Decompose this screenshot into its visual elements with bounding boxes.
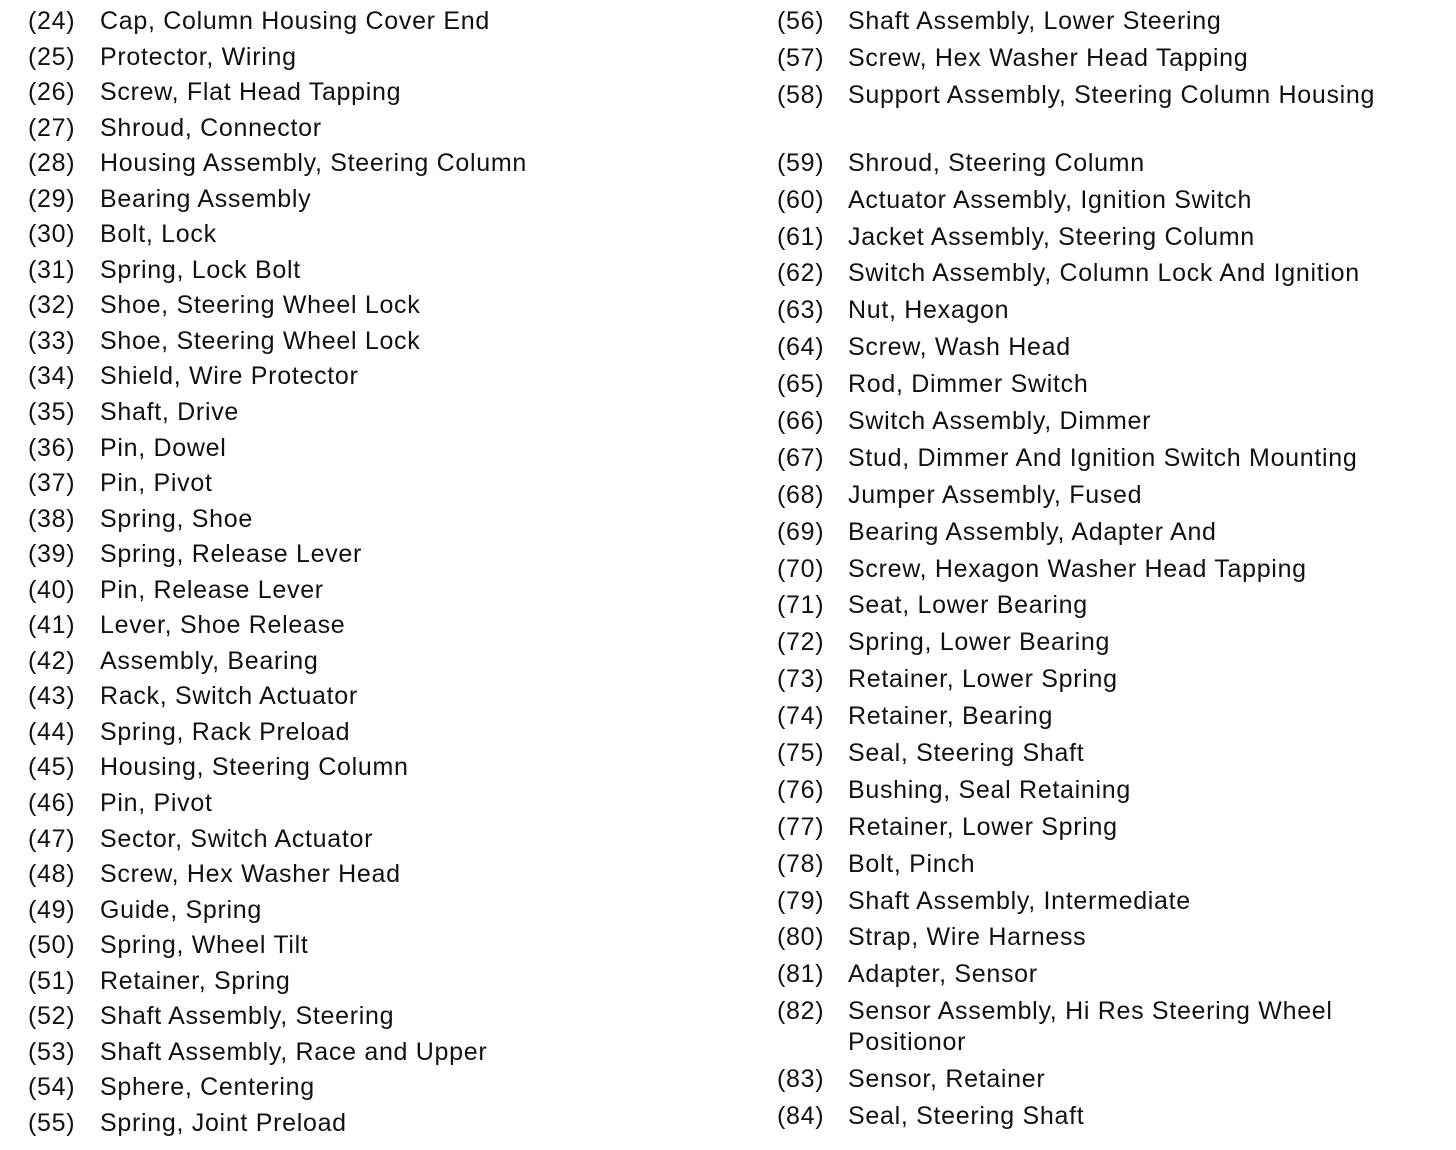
parts-list-item [28,539,728,575]
part-description: Actuator Assembly, Ignition Switch [848,185,1253,214]
part-number: (77) [777,812,825,841]
parts-list-item [777,6,1437,43]
part-number: (55) [28,1108,76,1137]
part-description: Screw, Wash Head [848,333,1071,362]
part-number: (65) [777,370,825,399]
part-number: (61) [777,222,825,251]
part-description: Adapter, Sensor [848,960,1038,989]
parts-list-item [777,554,1437,591]
part-number: (83) [777,1065,825,1094]
parts-list-item [777,443,1437,480]
part-description: Shaft Assembly, Steering [100,1002,395,1031]
part-number: (71) [777,591,825,620]
part-number: (46) [28,789,76,818]
part-description: Spring, Lock Bolt [100,255,301,284]
part-number: (30) [28,220,76,249]
part-description: Bushing, Seal Retaining [848,775,1131,804]
part-description: Retainer, Bearing [848,702,1054,731]
part-number: (33) [28,326,76,355]
part-description: Shaft, Drive [100,398,240,427]
parts-list-item [777,43,1437,80]
part-description: Jumper Assembly, Fused [848,480,1143,509]
part-number: (69) [777,517,825,546]
part-description: Cap, Column Housing Cover End [100,7,490,35]
part-description: Retainer, Spring [100,966,291,995]
part-description: Screw, Flat Head Tapping [100,78,402,107]
part-number: (70) [777,554,825,583]
parts-list-item [28,255,728,291]
part-number: (60) [777,185,825,214]
parts-list-item [777,369,1437,406]
parts-list-item [28,433,728,469]
part-description: Seat, Lower Bearing [848,591,1088,620]
part-description: Jacket Assembly, Steering Column [848,222,1255,251]
parts-list-item [777,406,1437,443]
part-number: (66) [777,407,825,436]
parts-list-item [777,959,1437,996]
parts-list-item [28,504,728,540]
part-description: Spring, Shoe [100,504,253,533]
parts-list-item [28,1001,728,1037]
parts-list-item [28,361,728,397]
parts-list-item [28,42,728,78]
parts-list-item [28,6,728,42]
parts-list-item [777,812,1437,849]
part-number: (62) [777,259,825,288]
part-description: Retainer, Lower Spring [848,812,1118,841]
parts-list-item [28,397,728,433]
parts-list-item [28,681,728,717]
part-number: (49) [28,895,76,924]
part-description: Nut, Hexagon [848,296,1010,325]
part-number: (44) [28,717,76,746]
part-number: (27) [28,113,76,142]
parts-list-item [28,219,728,255]
part-description: Screw, Hex Washer Head Tapping [848,43,1249,72]
part-number: (56) [777,7,825,35]
part-number: (24) [28,7,76,35]
part-description: Sector, Switch Actuator [100,824,374,853]
part-number: (51) [28,966,76,995]
part-description: Shield, Wire Protector [100,362,359,391]
part-description: Rod, Dimmer Switch [848,370,1089,399]
parts-list-item [777,332,1437,369]
parts-list-item [777,295,1437,332]
part-description: Switch Assembly, Dimmer [848,407,1152,436]
part-number: (50) [28,931,76,960]
parts-list-item [28,468,728,504]
part-number: (26) [28,78,76,107]
part-description: Sphere, Centering [100,1073,315,1102]
parts-list-item [28,1108,728,1144]
part-number: (37) [28,469,76,498]
part-description: Sensor, Retainer [848,1065,1046,1094]
part-description: Protector, Wiring [100,42,297,71]
parts-list-item [777,1101,1437,1138]
parts-list-right-column [777,6,1437,1138]
part-number: (48) [28,860,76,889]
parts-list-item [777,996,1437,1064]
part-description: Assembly, Bearing [100,646,319,675]
part-description: Lever, Shoe Release [100,611,346,640]
parts-list-item [777,517,1437,554]
parts-list-item [777,849,1437,886]
part-number: (34) [28,362,76,391]
part-number: (82) [777,997,825,1026]
part-description: Guide, Spring [100,895,262,924]
part-description: Shoe, Steering Wheel Lock [100,326,421,355]
parts-list-item [28,966,728,1002]
part-number: (64) [777,333,825,362]
part-description: Bearing Assembly [100,184,312,213]
parts-list-item [28,895,728,931]
part-number: (53) [28,1037,76,1066]
parts-list-item [777,1064,1437,1101]
part-number: (54) [28,1073,76,1102]
parts-list-item [28,717,728,753]
part-number: (31) [28,255,76,284]
part-description: Pin, Pivot [100,789,213,818]
parts-list-item [777,480,1437,517]
parts-list-item [28,824,728,860]
parts-list-item [28,77,728,113]
parts-list-item [28,788,728,824]
part-number: (68) [777,480,825,509]
parts-list-item [777,222,1437,259]
part-description: Pin, Release Lever [100,575,324,604]
part-number: (35) [28,398,76,427]
part-number: (47) [28,824,76,853]
parts-list-item [28,326,728,362]
part-number: (78) [777,849,825,878]
parts-list-item [777,148,1437,185]
part-number: (81) [777,960,825,989]
parts-list-item [777,185,1437,222]
parts-list-item [777,886,1437,923]
part-description: Shaft Assembly, Race and Upper [100,1037,488,1066]
part-description: Bolt, Pinch [848,849,976,878]
part-number: (74) [777,702,825,731]
part-description: Spring, Rack Preload [100,717,351,746]
part-number: (84) [777,1102,825,1131]
part-number: (57) [777,43,825,72]
part-description: Spring, Wheel Tilt [100,931,309,960]
part-number: (25) [28,42,76,71]
part-number: (36) [28,433,76,462]
part-description: Shaft Assembly, Intermediate [848,886,1191,915]
part-description: Spring, Release Lever [100,540,363,569]
part-number: (39) [28,540,76,569]
part-description: Shroud, Steering Column [848,148,1145,177]
part-description: Rack, Switch Actuator [100,682,358,711]
parts-list-item [28,646,728,682]
parts-list-item [28,930,728,966]
part-description: Seal, Steering Shaft [848,739,1085,768]
parts-list-item [28,290,728,326]
part-description: Sensor Assembly, Hi Res Steering Wheel Positionor [848,997,1333,1057]
parts-list-item [28,1037,728,1073]
part-description: Bearing Assembly, Adapter And [848,517,1217,546]
part-description: Screw, Hex Washer Head [100,860,401,889]
parts-list-item [28,752,728,788]
part-number: (76) [777,775,825,804]
parts-list-item [777,590,1437,627]
parts-list-item [777,701,1437,738]
part-number: (67) [777,443,825,472]
part-description: Switch Assembly, Column Lock And Ignition [848,259,1360,288]
part-description: Support Assembly, Steering Column Housing [848,80,1376,109]
part-number: (41) [28,611,76,640]
part-number: (38) [28,504,76,533]
parts-list-item [28,1072,728,1108]
part-description: Stud, Dimmer And Ignition Switch Mounting [848,443,1358,472]
part-description: Shroud, Connector [100,113,322,142]
part-description: Spring, Lower Bearing [848,628,1111,657]
parts-list-left-column [28,6,728,1144]
parts-list-item [28,184,728,220]
part-number: (40) [28,575,76,604]
part-description: Retainer, Lower Spring [848,665,1118,694]
parts-list-item [777,738,1437,775]
part-description: Seal, Steering Shaft [848,1102,1085,1131]
parts-list-item [777,922,1437,959]
part-number: (28) [28,149,76,178]
part-number: (29) [28,184,76,213]
parts-list-item [28,148,728,184]
part-description: Strap, Wire Harness [848,923,1087,952]
parts-list-item [28,610,728,646]
parts-list-item [777,664,1437,701]
part-description: Shaft Assembly, Lower Steering [848,7,1222,35]
part-description: Pin, Pivot [100,469,213,498]
part-description: Spring, Joint Preload [100,1108,347,1137]
parts-list-item [28,859,728,895]
part-description: Screw, Hexagon Washer Head Tapping [848,554,1307,583]
parts-list-item [777,258,1437,295]
part-number: (52) [28,1002,76,1031]
part-description: Housing Assembly, Steering Column [100,149,527,178]
parts-list-item [777,80,1437,148]
part-number: (72) [777,628,825,657]
part-number: (73) [777,665,825,694]
part-number: (45) [28,753,76,782]
part-number: (32) [28,291,76,320]
part-description: Bolt, Lock [100,220,217,249]
part-number: (42) [28,646,76,675]
parts-list-item [28,575,728,611]
part-number: (63) [777,296,825,325]
part-number: (79) [777,886,825,915]
part-number: (75) [777,739,825,768]
part-number: (59) [777,148,825,177]
part-number: (43) [28,682,76,711]
parts-list-item [777,627,1437,664]
parts-list-item [777,775,1437,812]
part-number: (80) [777,923,825,952]
part-number: (58) [777,80,825,109]
parts-list-item [28,113,728,149]
part-description: Housing, Steering Column [100,753,409,782]
part-description: Pin, Dowel [100,433,227,462]
part-description: Shoe, Steering Wheel Lock [100,291,421,320]
